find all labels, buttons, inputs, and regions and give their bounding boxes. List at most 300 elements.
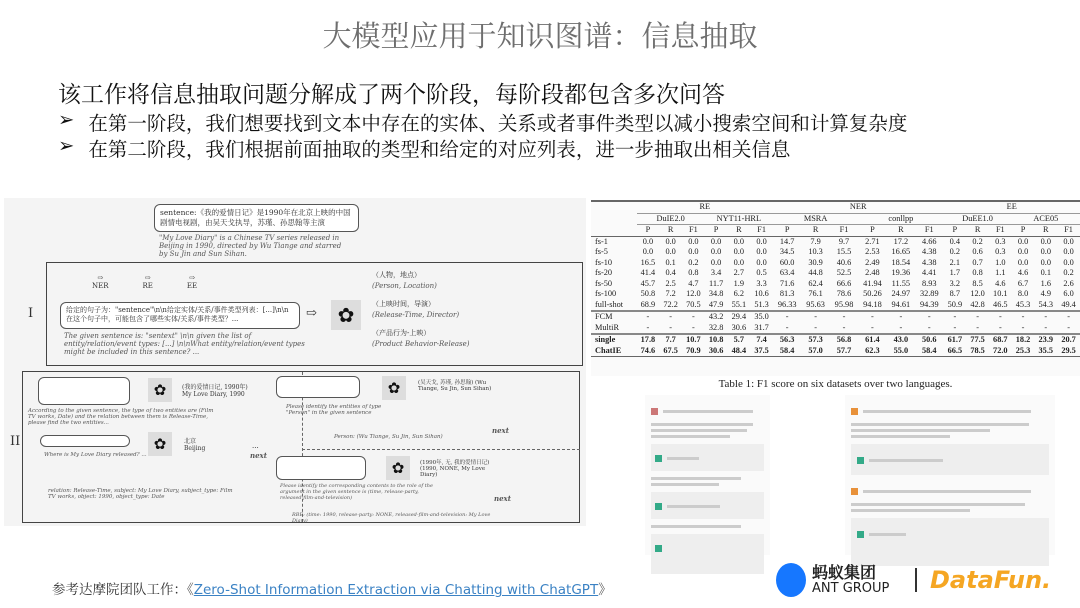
table-cell: 78.6: [836, 289, 852, 298]
output-zh: （人物，地点）: [372, 271, 421, 279]
ellipsis: ...: [252, 442, 259, 450]
table-cell: 0.0: [642, 247, 654, 256]
table-cell: 0.0: [1017, 257, 1029, 267]
table-cell: 11.7: [709, 278, 724, 288]
table-cell: -: [692, 322, 695, 332]
table-cell: -: [899, 312, 903, 321]
table-cell: 81.3: [779, 289, 795, 298]
row-label: fs-10: [595, 257, 613, 267]
table-cell: -: [927, 312, 931, 321]
table-cell: 8.93: [922, 278, 937, 288]
next-label: next: [494, 494, 511, 503]
table-cell: 0.0: [688, 236, 699, 246]
chatgpt-logo-icon: ✿: [386, 456, 410, 480]
table-cell: 55.1: [731, 299, 747, 309]
output-en: (Product Behavior-Release): [372, 339, 470, 348]
row-label: fs-1: [595, 236, 608, 246]
table-cell: 57.0: [808, 345, 823, 355]
table-row: [591, 323, 1080, 335]
table-cell: -: [927, 322, 931, 332]
re-answer: (我的爱情日记, 1990年) My Love Diary, 1990: [182, 384, 248, 398]
output-en: (Person, Location): [372, 281, 437, 290]
table-cell: 0.0: [756, 236, 767, 246]
bullet-text: 在第二阶段，我们根据前面抽取的类型和给定的对应列表，进一步抽取出相关信息: [88, 138, 791, 161]
table-cell: 4.7: [688, 278, 699, 288]
table-cell: 70.9: [686, 345, 701, 355]
table-cell: 0.0: [733, 247, 745, 256]
header-metric-cell: R: [974, 225, 981, 234]
row-label: MultiR: [595, 322, 619, 332]
task-legend: ⇨ NER ⇨ RE ⇨ EE: [92, 274, 198, 290]
header-cell: [591, 225, 637, 237]
table-cell: 29.5: [1061, 345, 1076, 355]
header-metric-cell: F1: [689, 225, 698, 234]
table-cell: 4.38: [922, 247, 937, 256]
chatgpt-icon: [655, 455, 662, 462]
table-cell: 6.7: [1017, 278, 1029, 288]
table-cell: 32.8: [708, 322, 724, 332]
table-cell: 0.0: [710, 236, 722, 246]
table-cell: 6.0: [1063, 289, 1074, 298]
chat-message: [651, 492, 764, 519]
ee-result: RBE: (time: 1990, release-party: NONE, released-film-and-television: My Love Diary): [292, 512, 491, 524]
table-cell: 95.63: [806, 299, 825, 309]
table-cell: 8.5: [972, 278, 983, 288]
header-metric-cell: P: [870, 225, 875, 234]
table-cell: -: [976, 312, 979, 321]
table-row: [591, 300, 1080, 312]
ner-prompt-box: [276, 376, 360, 398]
table-cell: 66.5: [947, 345, 963, 355]
chat-screenshot-1: [645, 395, 770, 555]
table-cell: 0.0: [1063, 247, 1074, 256]
table-cell: 18.2: [1015, 335, 1031, 344]
table-cell: 0.0: [710, 257, 722, 267]
table-cell: 0.1: [665, 257, 676, 267]
header-metric-cell: R: [667, 225, 674, 234]
table-cell: 0.0: [1040, 236, 1051, 246]
table-cell: 35.0: [754, 312, 769, 321]
ant-logo-zh: 蚂蚁集团: [812, 562, 877, 582]
table-cell: 23.9: [1038, 335, 1054, 344]
row-label: full-shot: [595, 299, 624, 309]
chatgpt-logo-icon: ✿: [331, 300, 361, 330]
ee-question: Please identify the corresponding contents to the role of the argument in the given sentence is (time, release-party, released-film-and-television): [280, 483, 433, 501]
table-cell: 0.7: [972, 257, 983, 267]
bullet-text: 在第一阶段，我们想要找到文本中存在的实体、关系或者事件类型以减小搜索空间和计算复杂度: [88, 112, 908, 135]
row-label: fs-5: [595, 247, 608, 256]
table-cell: 34.5: [779, 247, 795, 256]
lead-text: 该工作将信息抽取问题分解成了两个阶段，每阶段都包含多次问答: [58, 82, 725, 108]
table-cell: 54.3: [1038, 299, 1054, 309]
table-cell: 44.8: [808, 268, 823, 277]
table-cell: 48.4: [731, 345, 747, 355]
table-cell: -: [953, 322, 957, 332]
table-cell: 58.4: [922, 345, 937, 355]
table-cell: 0.0: [688, 247, 699, 256]
table-cell: 49.4: [1061, 299, 1076, 309]
chatgpt-icon: [655, 503, 662, 510]
header-dataset-cell: DuIE2.0: [637, 213, 705, 225]
table-cell: 45.3: [1015, 299, 1031, 309]
table-cell: -: [646, 312, 650, 321]
table-cell: 76.1: [808, 289, 823, 298]
table-cell: 57.3: [808, 335, 823, 344]
table-cell: 0.0: [1017, 236, 1029, 246]
table-cell: 0.0: [1040, 247, 1051, 256]
table-cell: 14.7: [779, 236, 795, 246]
bullet-1: [58, 108, 907, 136]
table-cell: -: [976, 322, 979, 332]
table-cell: 17.2: [893, 236, 909, 246]
chat-message: [651, 401, 764, 420]
table-cell: 2.49: [865, 257, 880, 267]
table-cell: 6.2: [733, 289, 745, 298]
table-row: [591, 247, 1080, 258]
table-cell: 12.0: [970, 289, 985, 298]
output-en: (Release-Time, Director): [372, 310, 460, 319]
table-cell: 94.18: [863, 299, 882, 309]
table-cell: 68.9: [640, 299, 656, 309]
table-cell: 68.7: [993, 335, 1008, 344]
header-dataset-cell: MSRA: [773, 213, 858, 225]
header-dataset-cell: NYT11-HRL: [705, 213, 773, 225]
row-label: FCM: [595, 312, 613, 321]
table-cell: 0.2: [972, 236, 983, 246]
header-dataset-cell: ACE05: [1012, 213, 1080, 225]
table-caption: Table 1: F1 score on six datasets over two languages.: [718, 378, 953, 390]
table-cell: 0.0: [642, 236, 654, 246]
table-cell: 72.2: [663, 299, 678, 309]
header-metric-cell: F1: [839, 225, 849, 234]
header-group-cell: RE: [637, 201, 773, 213]
arrow-icon: ⇨: [306, 306, 317, 321]
chatie-framework-figure: [4, 198, 586, 526]
table-cell: 4.6: [995, 278, 1006, 288]
header-metric-cell: R: [1043, 225, 1049, 234]
table-cell: 16.65: [891, 247, 911, 256]
table-cell: -: [785, 322, 789, 332]
table-cell: 41.4: [640, 268, 656, 277]
table-cell: 3.3: [756, 278, 767, 288]
stage-1-outputs: [372, 270, 469, 349]
re-prompt-box: [38, 377, 130, 405]
table-cell: -: [953, 312, 957, 321]
header-dataset-cell: conllpp: [858, 213, 943, 225]
chatgpt-logo-icon: ✿: [148, 432, 172, 456]
table-cell: 2.71: [865, 236, 880, 246]
table-row: [591, 279, 1080, 290]
chat-message: [651, 444, 764, 471]
table-cell: 0.0: [733, 236, 745, 246]
output-zh: （上映时间，导演）: [372, 300, 435, 308]
sentence-box: sentence:《我的爱情日记》是1990年在北京上映的中国剧情电视剧，由吴天戈执导，苏瑾、孙思翰等主演: [154, 204, 359, 232]
table-cell: 72.0: [993, 345, 1008, 355]
table-cell: 31.7: [754, 322, 769, 332]
table-cell: 10.8: [708, 335, 724, 344]
table-cell: -: [1021, 312, 1025, 321]
table-cell: 0.0: [1063, 257, 1074, 267]
table-cell: 5.7: [733, 335, 745, 344]
re-result: relation: Release-Time, subject: My Love Diary, subject_type: Film TV works, object: 1990, object_type: Date: [48, 488, 233, 500]
table-cell: 96.33: [777, 299, 797, 309]
table-cell: 2.53: [865, 247, 880, 256]
next-label: next: [492, 426, 509, 435]
table-cell: 30.6: [731, 322, 747, 332]
sentence-translation: "My Love Diary" is a Chinese TV series released in Beijing in 1990, directed by Wu Tiange and starred by Su Jin and Sun Sihan.: [159, 234, 342, 258]
table-cell: 46.5: [993, 299, 1008, 309]
table-cell: -: [814, 312, 817, 321]
table-cell: -: [669, 322, 673, 332]
table-cell: 67.5: [663, 345, 678, 355]
chat-screenshot-2: [845, 395, 1055, 555]
table-cell: 3.4: [710, 268, 722, 277]
reference-prefix: 参考达摩院团队工作：《: [52, 582, 194, 598]
table-cell: 52.5: [836, 268, 852, 277]
table-header-group-row: [591, 201, 1080, 213]
table-cell: 55.0: [893, 345, 909, 355]
chat-message: [851, 444, 1049, 475]
table-cell: 40.6: [836, 257, 852, 267]
chatgpt-logo-icon: ✿: [382, 376, 406, 400]
table-cell: 0.0: [756, 257, 767, 267]
table-cell: 0.4: [665, 268, 676, 277]
table-cell: 56.3: [779, 335, 795, 344]
ner-question: Please identify the entities of type "Person" in the given sentence: [286, 404, 382, 416]
user-icon: [851, 408, 858, 415]
table-cell: 50.9: [947, 299, 963, 309]
user-icon: [851, 488, 858, 495]
row-label: ChatIE: [595, 345, 622, 355]
table-cell: 2.48: [865, 268, 880, 277]
table-cell: 66.6: [836, 278, 852, 288]
re-question-2: Where is My Love Diary released? ...: [44, 452, 147, 458]
table-row: [591, 268, 1080, 279]
table-cell: 0.2: [1063, 268, 1074, 277]
user-icon: [651, 408, 658, 415]
table-cell: 24.97: [891, 289, 911, 298]
table-cell: 1.9: [733, 278, 745, 288]
table-cell: 63.4: [779, 268, 795, 277]
header-metric-cell: R: [898, 225, 904, 234]
table-cell: -: [1044, 322, 1048, 332]
table-metric-row: [591, 225, 1080, 237]
table-cell: 32.89: [919, 289, 939, 298]
table-cell: 0.0: [1017, 247, 1029, 256]
table-cell: 56.8: [836, 335, 852, 344]
table-cell: -: [899, 322, 903, 332]
arrow-bullet-icon: ➢: [58, 134, 75, 157]
table-cell: 41.94: [863, 278, 882, 288]
table-cell: 11.55: [891, 278, 911, 288]
ner-result: Person: (Wu Tiange, Su Jin, Sun Sihan): [334, 434, 443, 440]
logo-divider: [915, 568, 917, 592]
output-zh: （产品行为-上映）: [372, 329, 431, 337]
table-cell: 16.5: [640, 257, 656, 267]
table-cell: 45.7: [640, 278, 656, 288]
table-cell: -: [814, 322, 817, 332]
table-row: [591, 289, 1080, 300]
stage-1-label: I: [28, 306, 34, 321]
table-cell: 4.6: [1017, 268, 1029, 277]
table-cell: 50.8: [640, 289, 656, 298]
results-table: [591, 200, 1080, 376]
row-label: fs-100: [595, 289, 617, 298]
table-cell: -: [998, 322, 1002, 332]
table-cell: -: [692, 312, 695, 321]
table-cell: 2.5: [665, 278, 676, 288]
table-cell: -: [998, 312, 1002, 321]
table-cell: 0.0: [756, 247, 767, 256]
table-cell: 7.4: [756, 335, 767, 344]
table-cell: 19.36: [891, 268, 911, 277]
table-cell: 15.5: [836, 247, 852, 256]
table-cell: 0.0: [1063, 236, 1074, 246]
table-cell: 17.8: [640, 335, 656, 344]
chatgpt-logo-icon: ✿: [148, 378, 172, 402]
table-cell: 51.3: [754, 299, 769, 309]
table-cell: 78.5: [970, 345, 985, 355]
header-metric-cell: R: [812, 225, 819, 234]
table-cell: 4.66: [922, 236, 937, 246]
table-cell: 4.9: [1040, 289, 1051, 298]
table-cell: 70.5: [686, 299, 701, 309]
reference-suffix: 》: [598, 582, 612, 598]
reference-footer: [52, 578, 612, 598]
header-metric-cell: P: [645, 225, 651, 234]
table-cell: 0.5: [756, 268, 767, 277]
datafun-logo: DataFun.: [930, 566, 1052, 594]
table-cell: 60.0: [779, 257, 795, 267]
table-cell: 0.1: [1040, 268, 1051, 277]
legend-re: RE: [142, 282, 153, 290]
table-dataset-row: [591, 213, 1080, 225]
divider: [302, 449, 580, 450]
table-cell: 1.1: [995, 268, 1006, 277]
table-cell: 3.2: [949, 278, 961, 288]
table-cell: 0.0: [665, 247, 676, 256]
table-cell: 1.6: [1040, 278, 1051, 288]
table-cell: 0.2: [949, 247, 961, 256]
table-cell: -: [785, 312, 789, 321]
ee-answer: (1990年, 无, 我的爱情日记) (1990, NONE, My Love Diary): [420, 460, 490, 478]
header-group-cell: EE: [943, 201, 1080, 213]
table-cell: -: [1044, 312, 1048, 321]
table-cell: -: [1067, 322, 1070, 332]
re-question: According to the given sentence, the type of two entities are (Film TV works, Date) and the relation between them is Release-Time, please find the two entities...: [28, 408, 214, 426]
table-cell: 18.54: [891, 257, 911, 267]
table-cell: 30.9: [808, 257, 823, 267]
ant-logo-icon: [776, 563, 806, 597]
table-cell: 12.0: [686, 289, 701, 298]
slide-title: 大模型应用于知识图谱：信息抽取: [322, 19, 758, 53]
header-cell: [591, 201, 637, 213]
header-metric-cell: P: [1020, 225, 1026, 234]
header-dataset-cell: DuEE1.0: [943, 213, 1011, 225]
table-cell: 94.61: [891, 299, 911, 309]
chat-message: [851, 518, 1049, 566]
table-cell: -: [871, 312, 874, 321]
table-cell: 62.4: [808, 278, 823, 288]
table-row: [591, 258, 1080, 269]
ee-prompt-box: [276, 456, 366, 480]
stage-1-prompt-en: The given sentence is: "sentext" \n\n given the list of entity/relation/event types: [...] \n\nWhat entity/relation/event types might be included in this sentence? ...: [64, 332, 305, 356]
table-row: [591, 311, 1080, 323]
chatgpt-icon: [655, 545, 662, 552]
table-row: [591, 236, 1080, 247]
table-cell: -: [1021, 322, 1025, 332]
table-cell: 2.6: [1063, 278, 1074, 288]
header-metric-cell: F1: [995, 225, 1005, 234]
ant-logo-en: ANT GROUP: [812, 580, 890, 596]
row-label: fs-20: [595, 268, 613, 277]
chatgpt-icon: [857, 531, 864, 538]
stage-2-label: II: [10, 434, 21, 449]
header-metric-cell: F1: [1064, 225, 1073, 234]
table-cell: 0.2: [688, 257, 699, 267]
header-metric-cell: F1: [757, 225, 766, 234]
table-cell: 50.26: [863, 289, 882, 298]
table-cell: 74.6: [640, 345, 656, 355]
chat-message: [851, 481, 1049, 500]
header-metric-cell: F1: [924, 225, 934, 234]
row-label: fs-50: [595, 278, 613, 288]
table-cell: -: [842, 312, 846, 321]
table-cell: -: [1067, 312, 1070, 321]
table-cell: 94.39: [919, 299, 939, 309]
table-cell: 35.5: [1038, 345, 1054, 355]
arrow-bullet-icon: ➢: [58, 108, 75, 131]
stage-1-prompt: 给定的句子为："sentence"\n\n给定实体/关系/事件类型列表：[...]\n\n在这个句子中，可能包含了哪些实体/关系/事件类型？...: [60, 302, 300, 329]
table-cell: 34.8: [708, 289, 724, 298]
table-cell: 50.6: [922, 335, 937, 344]
ant-group-logo: [776, 563, 889, 597]
table-cell: 8.7: [949, 289, 961, 298]
header-cell: [591, 213, 637, 225]
table-cell: 0.6: [972, 247, 983, 256]
table-cell: 10.6: [754, 289, 769, 298]
table-cell: 95.98: [834, 299, 854, 309]
header-metric-cell: P: [784, 225, 790, 234]
table-cell: 2.1: [949, 257, 961, 267]
table-cell: -: [669, 312, 673, 321]
table-cell: 10.1: [993, 289, 1008, 298]
table-cell: 4.41: [922, 268, 937, 277]
table-cell: 1.7: [949, 268, 961, 277]
table-cell: 61.7: [947, 335, 963, 344]
table-cell: 0.0: [665, 236, 676, 246]
table-cell: 29.4: [731, 312, 747, 321]
table-cell: 2.7: [733, 268, 745, 277]
row-label: single: [595, 335, 616, 344]
ner-answer: (吴天戈, 苏瑾, 孙思翰) (Wu Tiange, Su Jin, Sun Sihan): [418, 380, 492, 392]
table-cell: 25.3: [1015, 345, 1031, 355]
next-label: next: [250, 451, 267, 460]
header-metric-cell: P: [952, 225, 958, 234]
table-cell: 10.3: [808, 247, 823, 256]
table-cell: 0.3: [995, 236, 1006, 246]
table-cell: 7.7: [665, 335, 676, 344]
re-prompt-box-2: [40, 435, 130, 447]
table-cell: 0.4: [949, 236, 961, 246]
table-cell: 0.8: [972, 268, 983, 277]
table-row: [591, 334, 1080, 346]
table-cell: 0.0: [1040, 257, 1051, 267]
table-cell: 0.8: [688, 268, 699, 277]
header-metric-cell: P: [713, 225, 719, 234]
paper-link[interactable]: Zero-Shot Information Extraction via Chatting with ChatGPT: [193, 582, 599, 598]
table-cell: 7.2: [665, 289, 676, 298]
